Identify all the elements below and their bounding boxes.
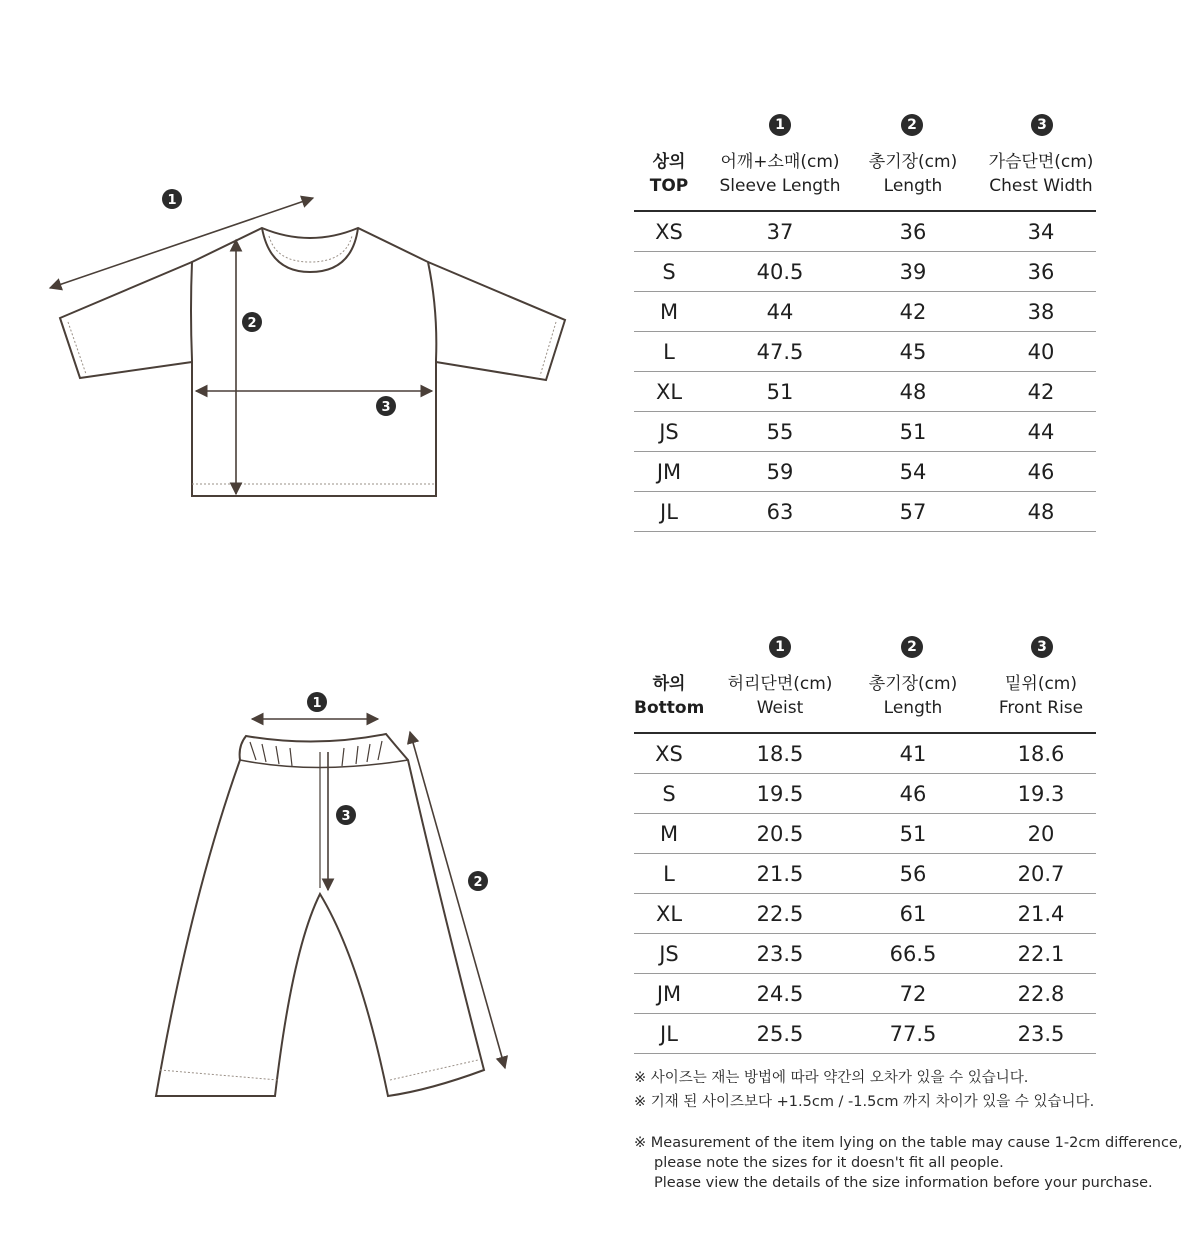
value-cell: 25.5 <box>756 1022 804 1046</box>
value-cell: 48 <box>899 380 927 404</box>
top-marker-badges <box>162 189 396 416</box>
value-cell: 54 <box>899 460 927 484</box>
size-cell: JS <box>659 942 679 966</box>
svg-text:1: 1 <box>312 696 322 711</box>
top-measure-arrows <box>50 198 432 494</box>
table-row <box>634 974 1096 1014</box>
marker-3-badge: 3 <box>1031 636 1053 658</box>
value-cell: 46 <box>899 782 927 806</box>
value-cell: 23.5 <box>756 942 804 966</box>
svg-text:3: 3 <box>381 400 391 415</box>
value-cell: 36 <box>899 220 927 244</box>
top-col-chest: 가슴단면(cm) Chest Width <box>988 152 1094 196</box>
top-col-length: 총기장(cm) Length <box>868 152 958 196</box>
top-col-sleeve: 어깨+소매(cm) Sleeve Length <box>719 152 841 196</box>
tee-left-sleeve <box>60 262 192 378</box>
value-cell: 20.7 <box>1017 862 1065 886</box>
tee-body-outline <box>191 228 436 496</box>
note-ko-2: ※ 기재 된 사이즈보다 +1.5cm / -1.5cm 까지 차이가 있을 수 있습니다. <box>634 1094 1095 1110</box>
bottom-col-waist: 허리단면(cm) Weist <box>727 674 833 718</box>
value-cell: 51 <box>766 380 794 404</box>
value-cell: 47.5 <box>756 340 804 364</box>
top-illustration <box>60 228 565 496</box>
value-cell: 40 <box>1027 340 1055 364</box>
tee-collar <box>262 228 358 272</box>
value-cell: 77.5 <box>889 1022 937 1046</box>
bottom-column-markers <box>634 636 1096 662</box>
bottom-table-header <box>634 672 1096 724</box>
marker-1-badge: 1 <box>769 636 791 658</box>
value-cell: 19.5 <box>756 782 804 806</box>
size-cell: JL <box>660 500 678 524</box>
size-cell: JS <box>659 420 679 444</box>
table-row <box>634 854 1096 894</box>
size-cell: XS <box>655 742 683 766</box>
value-cell: 18.6 <box>1017 742 1065 766</box>
svg-text:3: 3 <box>341 809 351 824</box>
value-cell: 61 <box>899 902 927 926</box>
size-cell: XL <box>655 380 683 404</box>
marker-2-badge: 2 <box>901 636 923 658</box>
value-cell: 56 <box>899 862 927 886</box>
table-row <box>634 252 1096 292</box>
size-cell: L <box>663 340 675 364</box>
size-cell: L <box>663 862 675 886</box>
value-cell: 59 <box>766 460 794 484</box>
bottom-marker-badges <box>307 692 488 891</box>
bottom-measure-arrows <box>252 719 505 1068</box>
top-title: 상의 TOP <box>649 152 689 196</box>
value-cell: 38 <box>1027 300 1055 324</box>
sleeve-arrow <box>50 198 313 288</box>
value-cell: 51 <box>899 420 927 444</box>
value-cell: 24.5 <box>756 982 804 1006</box>
value-cell: 34 <box>1027 220 1055 244</box>
value-cell: 44 <box>766 300 794 324</box>
table-row <box>634 372 1096 412</box>
bottom-title: 하의 Bottom <box>634 674 705 718</box>
size-cell: M <box>659 300 679 324</box>
value-cell: 39 <box>899 260 927 284</box>
size-cell: M <box>659 822 679 846</box>
top-column-markers <box>634 114 1096 140</box>
table-row <box>634 412 1096 452</box>
value-cell: 22.1 <box>1017 942 1065 966</box>
value-cell: 55 <box>766 420 794 444</box>
value-cell: 18.5 <box>756 742 804 766</box>
size-cell: S <box>662 782 676 806</box>
value-cell: 41 <box>899 742 927 766</box>
size-cell: S <box>662 260 676 284</box>
table-row <box>634 894 1096 934</box>
table-row <box>634 774 1096 814</box>
english-notes <box>634 1133 1182 1193</box>
table-row <box>634 212 1096 252</box>
note-en-2: please note the sizes for it doesn't fit all people. <box>654 1155 1004 1171</box>
value-cell: 63 <box>766 500 794 524</box>
value-cell: 36 <box>1027 260 1055 284</box>
value-cell: 19.3 <box>1017 782 1065 806</box>
svg-text:2: 2 <box>247 316 257 331</box>
size-cell: JL <box>660 1022 678 1046</box>
value-cell: 42 <box>899 300 927 324</box>
value-cell: 57 <box>899 500 927 524</box>
korean-notes <box>634 1068 1094 1112</box>
marker-3-badge: 3 <box>1031 114 1053 136</box>
value-cell: 72 <box>899 982 927 1006</box>
svg-text:1: 1 <box>167 193 177 208</box>
value-cell: 23.5 <box>1017 1022 1065 1046</box>
value-cell: 37 <box>766 220 794 244</box>
table-row <box>634 332 1096 372</box>
bottom-illustration <box>156 734 484 1096</box>
table-row <box>634 292 1096 332</box>
value-cell: 40.5 <box>756 260 804 284</box>
note-en-1: ※ Measurement of the item lying on the table may cause 1-2cm difference, <box>634 1135 1183 1151</box>
pants-length-arrow <box>410 732 505 1068</box>
marker-1-badge: 1 <box>769 114 791 136</box>
marker-2-badge: 2 <box>901 114 923 136</box>
table-row <box>634 1014 1096 1054</box>
value-cell: 45 <box>899 340 927 364</box>
table-row <box>634 814 1096 854</box>
value-cell: 20 <box>1027 822 1055 846</box>
size-cell: JM <box>656 460 682 484</box>
value-cell: 48 <box>1027 500 1055 524</box>
value-cell: 46 <box>1027 460 1055 484</box>
value-cell: 66.5 <box>889 942 937 966</box>
bottom-col-length: 총기장(cm) Length <box>868 674 958 718</box>
table-row <box>634 492 1096 532</box>
value-cell: 21.4 <box>1017 902 1065 926</box>
note-en-3: Please view the details of the size information before your purchase. <box>654 1175 1153 1191</box>
size-cell: XL <box>655 902 683 926</box>
table-row <box>634 452 1096 492</box>
value-cell: 22.5 <box>756 902 804 926</box>
svg-text:2: 2 <box>473 875 483 890</box>
value-cell: 44 <box>1027 420 1055 444</box>
table-row <box>634 934 1096 974</box>
size-cell: XS <box>655 220 683 244</box>
bottom-col-rise: 밑위(cm) Front Rise <box>998 674 1084 718</box>
value-cell: 21.5 <box>756 862 804 886</box>
value-cell: 42 <box>1027 380 1055 404</box>
top-table-header <box>634 150 1096 202</box>
note-ko-1: ※ 사이즈는 재는 방법에 따라 약간의 오차가 있을 수 있습니다. <box>634 1070 1029 1086</box>
value-cell: 51 <box>899 822 927 846</box>
size-cell: JM <box>656 982 682 1006</box>
value-cell: 22.8 <box>1017 982 1065 1006</box>
table-row <box>634 734 1096 774</box>
value-cell: 20.5 <box>756 822 804 846</box>
